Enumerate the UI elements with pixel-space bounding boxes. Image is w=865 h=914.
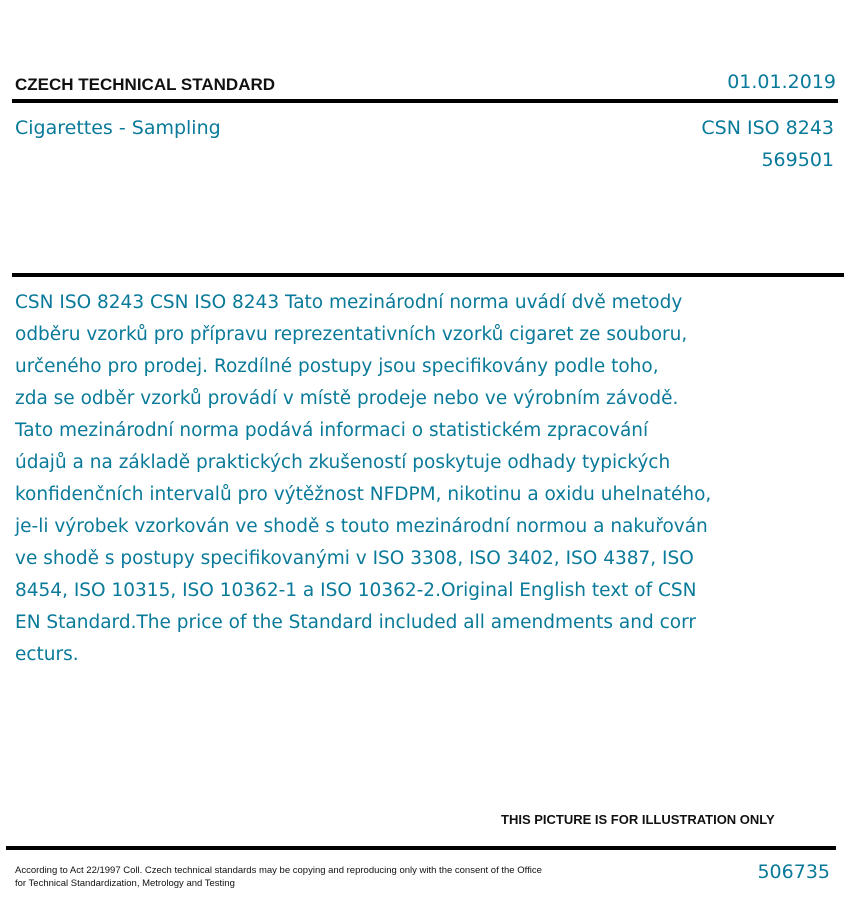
document-title: Cigarettes - Sampling: [15, 117, 221, 139]
standard-type-label: CZECH TECHNICAL STANDARD: [15, 75, 276, 94]
section-divider: [12, 273, 844, 277]
footer-divider: [6, 846, 836, 850]
publication-date: 01.01.2019: [727, 71, 836, 93]
abstract-text: CSN ISO 8243 CSN ISO 8243 Tato mezinárodní norma uvádí dvě metody odběru vzorků pro přípravu reprezentativních vzorků cigaret ze souboru, určeného pro prodej. Rozdílné postupy jsou specifikovány podle toho, zda se odběr vzorků provádí v místě prodeje nebo ve výrobním závodě. Tato mezinárodní norma podává informaci o statistickém zpracování údajů a na základě praktických zkušeností poskytuje odhady typických konfidenčních intervalů pro výtěžnost NFDPM, nikotinu a oxidu uhelnatého, je-li výrobek vzorkován ve shodě s touto mezinárodní normou a nakuřován ve shodě s postupy specifikovanými v ISO 3308, ISO 3402, ISO 4387, ISO 8454, ISO 10315, ISO 10362-1 a ISO 10362-2.Original English text of CSN EN Standard.The price of the Standard included all amendments and corr ecturs.: [15, 292, 712, 665]
standard-number: CSN ISO 8243: [701, 117, 834, 139]
document-code: 506735: [757, 861, 830, 883]
header-divider: [12, 99, 838, 103]
legal-notice: According to Act 22/1997 Coll. Czech technical standards may be copying and reproducing only with the consent of the Office for Technical Standardization, Metrology and Testing: [15, 865, 542, 889]
classification-number: 569501: [761, 149, 834, 171]
illustration-disclaimer: THIS PICTURE IS FOR ILLUSTRATION ONLY: [501, 812, 775, 827]
